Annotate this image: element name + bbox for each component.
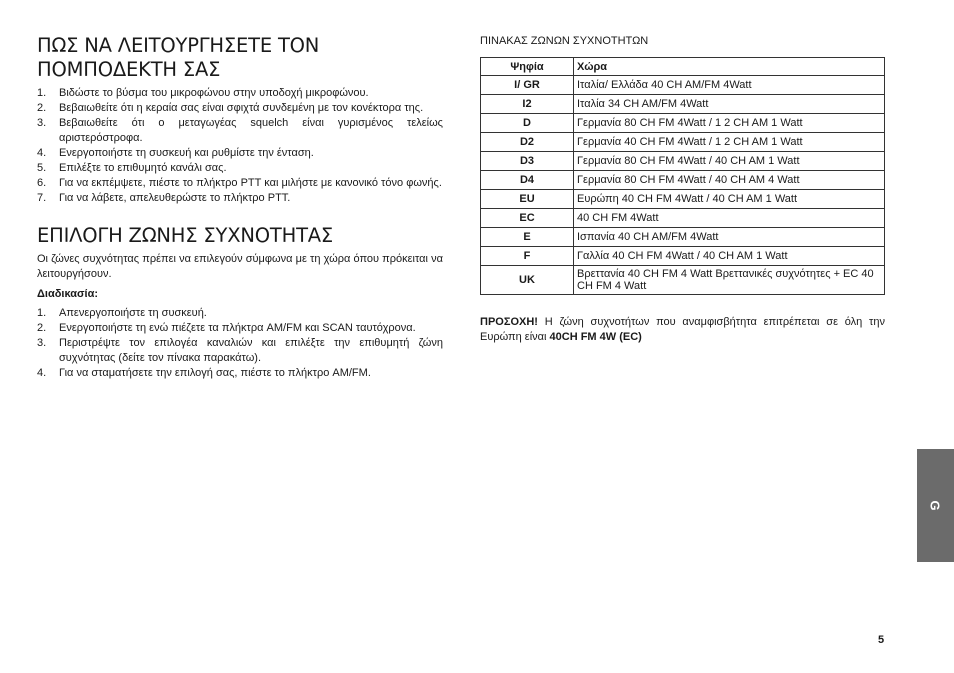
table-row (481, 95, 885, 114)
band-code: I/ GR (481, 76, 574, 95)
list-item (37, 191, 443, 206)
band-code: D3 (481, 152, 574, 171)
band-code: E (481, 228, 574, 247)
procedure-label: Διαδικασία: (37, 288, 98, 300)
table-row (481, 209, 885, 228)
table-row (481, 171, 885, 190)
step-text: Για να λάβετε, απελευθερώστε το πλήκτρο PTT. (59, 192, 291, 204)
band-description: Ευρώπη 40 CH FM 4Watt / 40 CH AM 1 Watt (574, 190, 885, 209)
section-tab (917, 449, 954, 562)
list-item (37, 176, 443, 191)
band-description: Ιταλία/ Ελλάδα 40 CH AM/FM 4Watt (574, 76, 885, 95)
step-number: 5. (37, 162, 47, 174)
warning-text: Η ζώνη συχνοτήτων που αναμφισβήτητα επιτρέπεται σε όλη την Ευρώπη είναι (480, 316, 885, 343)
step-text: Απενεργοποιήστε τη συσκευή. (59, 307, 207, 319)
left-column (37, 34, 443, 381)
table-row (481, 76, 885, 95)
table-row (481, 152, 885, 171)
table-row (481, 114, 885, 133)
heading-operate-transceiver: ΠΩΣ ΝΑ ΛΕΙΤΟΥΡΓΗΣΕΤΕ ΤΟΝ ΠΟΜΠΟΔΕΚΤΗ ΣΑΣ (37, 34, 320, 81)
table-row (481, 133, 885, 152)
band-code: D (481, 114, 574, 133)
step-number: 3. (37, 117, 47, 129)
warning-note (480, 315, 885, 345)
table-row (481, 266, 885, 295)
step-text: Βεβαιωθείτε ότι η κεραία σας είναι σφιχτά συνδεμένη με τον κονέκτορα της. (59, 102, 424, 114)
list-item (37, 161, 443, 176)
band-description: Γερμανία 80 CH FM 4Watt / 40 CH AM 4 Watt (574, 171, 885, 190)
step-number: 6. (37, 177, 47, 189)
list-item (37, 366, 443, 381)
step-text: Ενεργοποιήστε τη συσκευή και ρυθμίστε την ένταση. (59, 147, 314, 159)
page-number: 5 (878, 634, 885, 646)
frequency-band-table (480, 57, 885, 295)
table-row (481, 247, 885, 266)
step-number: 1. (37, 307, 47, 319)
step-number: 4. (37, 367, 47, 379)
list-item (37, 86, 443, 101)
step-number: 3. (37, 337, 47, 349)
step-text: Ενεργοποιήστε τη ενώ πιέζετε τα πλήκτρα AM/FM και SCAN ταυτόχρονα. (59, 322, 416, 334)
step-text: Για να εκπέμψετε, πιέστε το πλήκτρο PTT και μιλήστε με κανονικό τόνο φωνής. (59, 177, 442, 189)
list-item (37, 146, 443, 161)
band-code: D2 (481, 133, 574, 152)
heading-band-selection: ΕΠΙΛΟΓΗ ΖΩΝΗΣ ΣΥΧΝΟΤΗΤΑΣ (37, 224, 334, 247)
band-intro-text: Οι ζώνες συχνότητας πρέπει να επιλεγούν σύμφωνα με τη χώρα όπου πρόκειται να λειτουργήσουν. (37, 253, 443, 280)
warning-highlight: 40CH FM 4W (EC) (549, 331, 642, 343)
band-description: Γερμανία 40 CH FM 4Watt / 1 2 CH AM 1 Watt (574, 133, 885, 152)
band-code: EU (481, 190, 574, 209)
step-text: Επιλέξτε το επιθυμητό κανάλι σας. (59, 162, 227, 174)
step-text: Βιδώστε το βύσμα του μικροφώνου στην υποδοχή μικροφώνου. (59, 87, 369, 99)
table-title: ΠΙΝΑΚΑΣ ΖΩΝΩΝ ΣΥΧΝΟΤΗΤΩΝ (480, 35, 649, 47)
band-code: UK (481, 266, 574, 295)
step-text: Για να σταματήσετε την επιλογή σας, πιέστε το πλήκτρο AM/FM. (59, 367, 371, 379)
band-code: D4 (481, 171, 574, 190)
section-tab-label: G (928, 500, 943, 511)
list-item (37, 306, 443, 321)
step-number: 4. (37, 147, 47, 159)
band-description: Ισπανία 40 CH AM/FM 4Watt (574, 228, 885, 247)
step-number: 2. (37, 102, 47, 114)
band-code: I2 (481, 95, 574, 114)
step-number: 1. (37, 87, 47, 99)
list-item (37, 116, 443, 146)
band-code: EC (481, 209, 574, 228)
warning-label: ΠΡΟΣΟΧΗ! (480, 316, 538, 328)
table-row (481, 190, 885, 209)
list-item (37, 321, 443, 336)
band-description: Ιταλία 34 CH AM/FM 4Watt (574, 95, 885, 114)
band-description: Βρεττανία 40 CH FM 4 Watt Βρεττανικές συχνότητες + EC 40 CH FM 4 Watt (574, 266, 885, 295)
step-number: 2. (37, 322, 47, 334)
list-item (37, 336, 443, 366)
table-header-row (481, 58, 885, 76)
table-row (481, 228, 885, 247)
band-description: Γερμανία 80 CH FM 4Watt / 40 CH AM 1 Watt (574, 152, 885, 171)
procedure-steps-list (37, 306, 443, 381)
band-description: 40 CH FM 4Watt (574, 209, 885, 228)
column-header-country: Χώρα (574, 58, 885, 76)
band-description: Γερμανία 80 CH FM 4Watt / 1 2 CH AM 1 Watt (574, 114, 885, 133)
list-item (37, 101, 443, 116)
step-text: Περιστρέψτε τον επιλογέα καναλιών και επιλέξτε την επιθυμητή ζώνη συχνότητας (δείτε τον πίνακα παρακάτω). (59, 337, 443, 364)
band-code: F (481, 247, 574, 266)
column-header-code: Ψηφία (481, 58, 574, 76)
step-number: 7. (37, 192, 47, 204)
step-text: Βεβαιωθείτε ότι ο μεταγωγέας squelch είναι γυρισμένος τελείως αριστερόστροφα. (59, 117, 443, 144)
band-description: Γαλλία 40 CH FM 4Watt / 40 CH AM 1 Watt (574, 247, 885, 266)
operate-steps-list (37, 86, 443, 206)
right-column (480, 34, 885, 345)
